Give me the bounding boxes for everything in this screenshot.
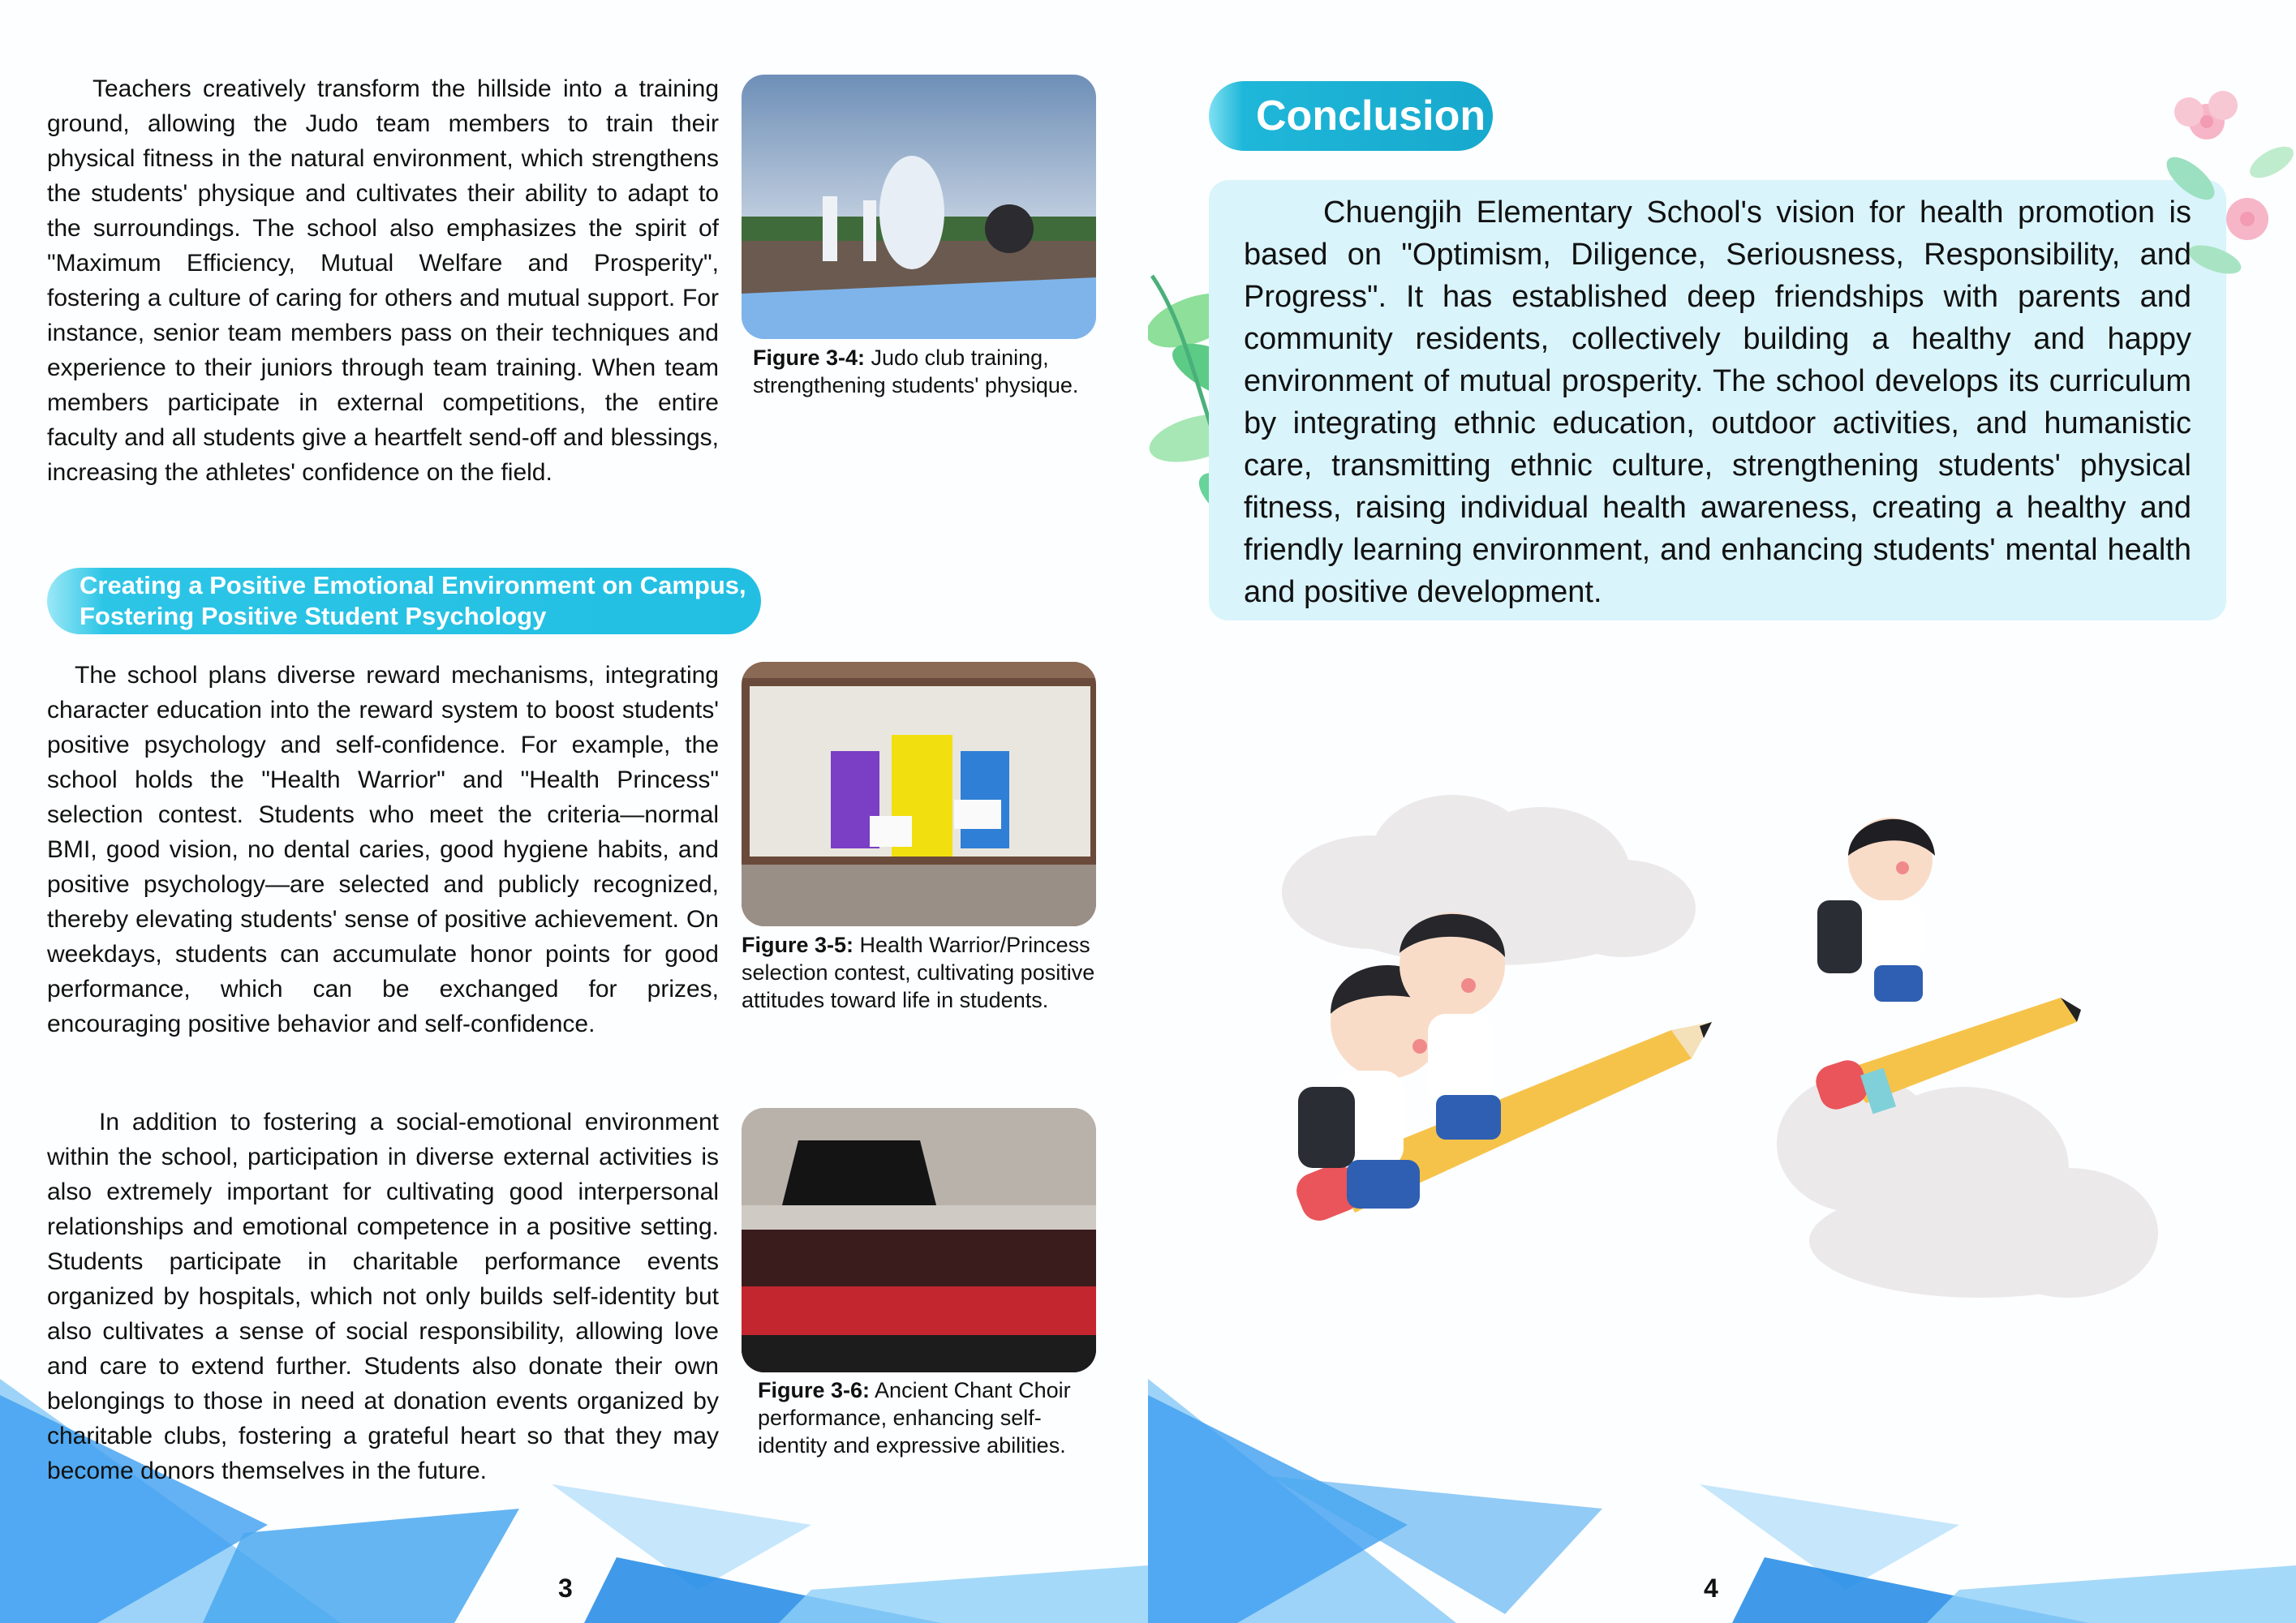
external-activities-paragraph: In addition to fostering a social-emotional environment within the school, participation in diverse external activities is also extremely important for cultivating good interpersonal relationships and emotional competence in a positive setting. Students participate in charitable performance events organized by hospitals, which not only builds self-identity but also cultivates a sense of social responsibility, allowing love and care to extend further. Students also donate their own belongings to those in need at donation events organized by charitable clubs, fostering a grateful heart so that they may become donors themselves in the future. bbox=[47, 1109, 719, 1484]
section-heading-line2: Fostering Positive Student Psychology bbox=[80, 602, 547, 630]
judo-image bbox=[742, 75, 1096, 339]
section-heading-pill bbox=[47, 568, 761, 634]
figure-3-5-label: Figure 3-5: bbox=[742, 933, 854, 957]
figure-3-4-label: Figure 3-4: bbox=[753, 346, 866, 370]
figure-3-4-text: Judo club training, strengthening students' physique. bbox=[753, 346, 1079, 397]
figure-3-6-label: Figure 3-6: bbox=[758, 1378, 871, 1402]
reward-paragraph: The school plans diverse reward mechanisms, integrating character education into the reward system to boost students' positive psychology and self-confidence. For example, the school holds the "Health Warrior" and "Health Princess" selection contest. Students who meet the criteria—normal BMI, good vision, no dental caries, good hygiene habits, and positive psychology—are selected and publicly recognized, thereby elevating students' sense of positive achievement. On weekdays, students can accumulate honor points for good performance, which can be exchanged for prizes, encouraging positive behavior and self-confidence. bbox=[47, 662, 719, 1037]
figure-3-6-caption bbox=[758, 1376, 1099, 1459]
health-warrior-photo bbox=[742, 662, 1096, 926]
section-heading-line1: Creating a Positive Emotional Environment on Campus, bbox=[80, 571, 746, 599]
page-number-3: 3 bbox=[558, 1574, 573, 1603]
judo-photo bbox=[742, 75, 1096, 339]
conclusion-title-pill bbox=[1209, 81, 1493, 151]
conclusion-paragraph: Chuengjih Elementary School's vision for health promotion is based on "Optimism, Diligence, Seriousness, Responsibility, and Progress". It has established deep friendships with parents and community residents, collectively building a healthy and happy environment of mutual prosperity. The school develops its curriculum by integrating ethnic education, outdoor activities, and humanistic care, transmitting ethnic culture, strengthening students' physical fitness, raising individual health awareness, creating a healthy and friendly learning environment, and enhancing students' mental health and positive development. bbox=[1244, 195, 2191, 609]
conclusion-title: Conclusion bbox=[1256, 92, 1486, 140]
judo-paragraph: Teachers creatively transform the hillside into a training ground, allowing the Judo team members to train their physical fitness in the natural environment, which strengthens the students' physique and cultivates their ability to adapt to the surroundings. The school also emphasizes the spirit of "Maximum Efficiency, Mutual Welfare and Prosperity", fostering a culture of caring for others and mutual support. For instance, senior team members pass on their techniques and experience to their juniors through team training. When team members participate in external competitions, the entire faculty and all students give a heartfelt send-off and blessings, increasing the athletes' confidence on the field. bbox=[47, 75, 719, 486]
choir-image bbox=[742, 1108, 1096, 1372]
health-warrior-image bbox=[742, 662, 1096, 926]
figure-3-4-caption bbox=[753, 344, 1126, 399]
choir-photo bbox=[742, 1108, 1096, 1372]
page-number-4: 4 bbox=[1704, 1574, 1718, 1603]
figure-3-6-text: Ancient Chant Choir performance, enhancing self-identity and expressive abilities. bbox=[758, 1378, 1071, 1458]
figure-3-5-text: Health Warrior/Princess selection contest, cultivating positive attitudes toward life in students. bbox=[742, 933, 1095, 1012]
children-pencil-illustration bbox=[1249, 779, 2223, 1346]
figure-3-5-caption bbox=[742, 931, 1131, 1014]
